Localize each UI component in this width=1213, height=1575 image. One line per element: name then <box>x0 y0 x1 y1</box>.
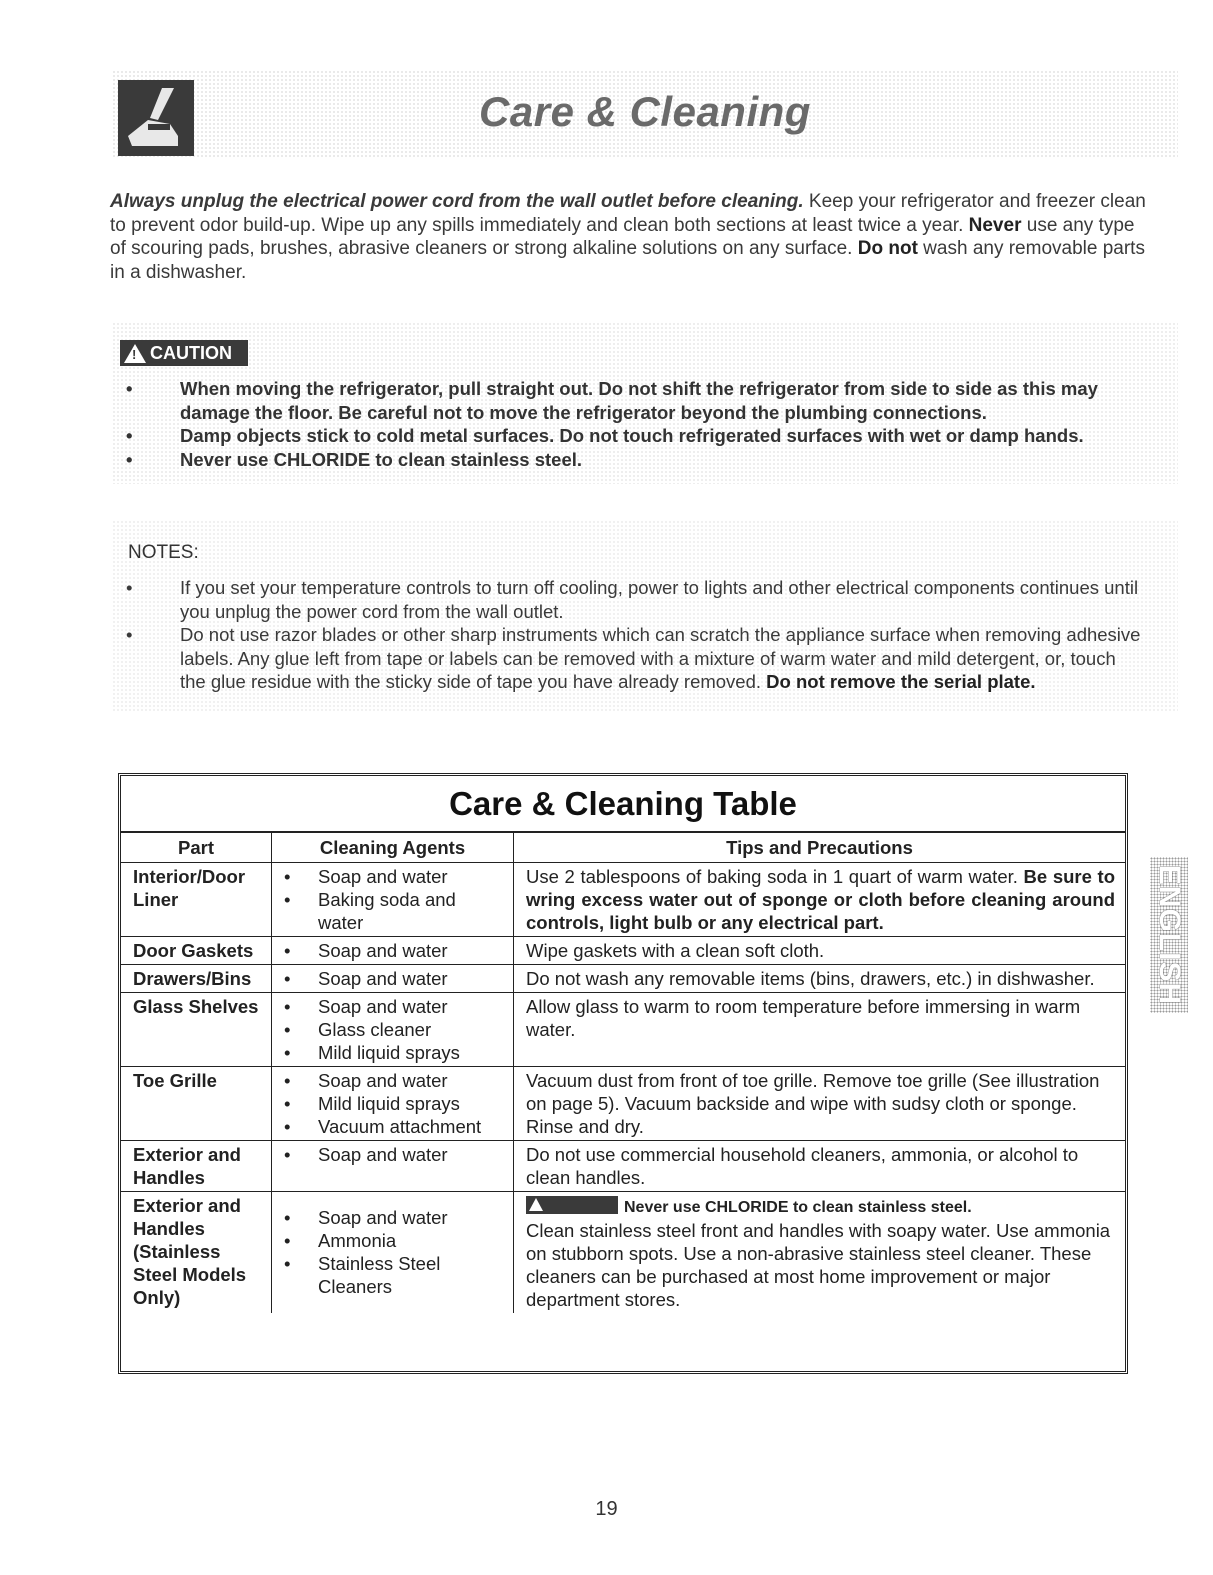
caution-list <box>112 377 1142 471</box>
column-header: Tips and Precautions <box>514 833 1126 863</box>
note-item-bold: Do not remove the serial plate. <box>766 671 1036 692</box>
part-cell: Exterior and Handles (Stainless Steel Models Only) <box>121 1192 272 1314</box>
header-band <box>112 70 1178 158</box>
table-row <box>121 863 1125 937</box>
caution-badge-icon <box>526 1196 618 1214</box>
part-cell: Exterior and Handles <box>121 1141 272 1192</box>
care-cleaning-table <box>118 773 1128 1374</box>
note-item-text: If you set your temperature controls to turn off cooling, power to lights and other electrical components continues until you unplug the power cord from the wall outlet. <box>180 577 1139 622</box>
agent-item: • Ammonia <box>284 1229 503 1252</box>
column-header: Cleaning Agents <box>272 833 514 863</box>
tip-text: Use 2 tablespoons of baking soda in 1 quart of warm water. <box>526 866 1024 887</box>
agent-item: • Mild liquid sprays <box>284 1041 503 1064</box>
table-row <box>121 1067 1125 1141</box>
agents-cell <box>272 1067 514 1141</box>
table-row <box>121 1141 1125 1192</box>
agent-item: • Soap and water <box>284 865 503 888</box>
caution-item-text: Damp objects stick to cold metal surfaces. Do not touch refrigerated surfaces with wet or damp hands. <box>180 425 1084 446</box>
tip-caution-text: Never use CHLORIDE to clean stainless steel. <box>624 1199 972 1216</box>
tip-caution-line <box>526 1194 1115 1219</box>
part-cell: Toe Grille <box>121 1067 272 1141</box>
tip-text: Clean stainless steel front and handles with soapy water. Use ammonia on stubborn spots. Use a non-abrasive stainless steel cleaner. These cleaners can be purchased at most home improvement or major department stores. <box>526 1220 1111 1310</box>
tip-cell: Allow glass to warm to room temperature before immersing in warm water. <box>514 993 1126 1067</box>
caution-item: • Never use CHLORIDE to clean stainless steel. <box>126 448 583 470</box>
intro-text: use any type of scouring pads, brushes, abrasive cleaners or strong alkaline solutions on any surface. <box>110 214 1135 259</box>
agents-cell <box>272 965 514 993</box>
intro-text: wash any removable parts in a dishwasher. <box>110 238 1145 283</box>
table-row <box>121 965 1125 993</box>
caution-box <box>112 322 1178 484</box>
table-row <box>121 1192 1125 1314</box>
notes-title: NOTES: <box>128 542 199 563</box>
table-row <box>121 993 1125 1067</box>
page-title: Care & Cleaning <box>479 88 811 135</box>
warning-triangle-icon <box>124 344 146 363</box>
part-cell: Interior/Door Liner <box>121 863 272 937</box>
agent-item: • Soap and water <box>284 995 503 1018</box>
intro-text: Keep your refrigerator and freezer clean to prevent odor build-up. Wipe up any spills immediately and clean both sections at least twice a year. <box>110 191 1146 236</box>
tip-bold: Be sure to wring excess water out of sponge or cloth before cleaning around controls, light bulb or any electrical part. <box>526 866 1116 933</box>
tip-cell <box>514 863 1126 937</box>
intro-paragraph <box>110 190 1150 284</box>
agents-cell <box>272 863 514 937</box>
tip-cell: Do not wash any removable items (bins, drawers, etc.) in dishwasher. <box>514 965 1126 993</box>
agent-item: • Mild liquid sprays <box>284 1092 503 1115</box>
notes-list <box>112 576 1142 694</box>
column-header: Part <box>121 833 272 863</box>
tip-cell: Wipe gaskets with a clean soft cloth. <box>514 937 1126 965</box>
page-number: 19 <box>595 1498 618 1520</box>
agent-item: • Glass cleaner <box>284 1018 503 1041</box>
caution-item: • When moving the refrigerator, pull straight out. Do not shift the refrigerator from side to side as this may damage the floor. Be careful not to move the refrigerator beyond the plumbing connections. <box>126 378 1098 423</box>
agent-item: • Soap and water <box>284 1206 503 1229</box>
caution-item-text: When moving the refrigerator, pull straight out. Do not shift the refrigerator from side to side as this may damage the floor. Be careful not to move the refrigerator beyond the plumbing connections. <box>180 378 1098 423</box>
agent-item: • Soap and water <box>284 1143 503 1166</box>
tip-cell: Vacuum dust from front of toe grille. Remove toe grille (See illustration on page 5). Vacuum backside and wipe with sudsy cloth or sponge. Rinse and dry. <box>514 1067 1126 1141</box>
caution-item-text: Never use CHLORIDE to clean stainless steel. <box>180 448 583 470</box>
agent-item: • Soap and water <box>284 967 503 990</box>
caution-label: CAUTION <box>150 342 232 363</box>
part-cell: Door Gaskets <box>121 937 272 965</box>
part-cell: Glass Shelves <box>121 993 272 1067</box>
agents-cell <box>272 993 514 1067</box>
agents-cell <box>272 1141 514 1192</box>
agent-item: • Soap and water <box>284 939 503 962</box>
table-header-row <box>121 833 1125 863</box>
intro-donot: Do not <box>857 238 918 259</box>
language-tab <box>1150 857 1188 1013</box>
note-item-text: Do not use razor blades or other sharp instruments which can scratch the appliance surface when removing adhesive labels. Any glue left from tape or labels can be removed with a mixture of warm water and mild detergent, or, touch the glue residue with the sticky side of tape you have already removed. <box>180 624 1141 692</box>
note-item: • Do not use razor blades or other sharp instruments which can scratch the appliance surface when removing adhesive labels. Any glue left from tape or labels can be removed with a mixture of warm water and mild detergent, or, touch the glue residue with the sticky side of tape you have already removed. Do not remove the serial plate. <box>126 624 1141 692</box>
tip-cell <box>514 1192 1126 1314</box>
agents-cell <box>272 937 514 965</box>
intro-never: Never <box>968 214 1022 236</box>
tip-cell: Do not use commercial household cleaners, ammonia, or alcohol to clean handles. <box>514 1141 1126 1192</box>
table-row <box>121 937 1125 965</box>
agent-item: • Stainless Steel Cleaners <box>284 1252 503 1298</box>
intro-lead: Always unplug the electrical power cord from the wall outlet before cleaning. <box>110 191 804 212</box>
agent-item: • Soap and water <box>284 1069 503 1092</box>
agent-item: • Vacuum attachment <box>284 1115 503 1138</box>
cleaning-table-grid <box>121 833 1125 1313</box>
notes-box <box>112 520 1178 712</box>
agents-cell <box>272 1192 514 1314</box>
language-tab-label: ENGLISH <box>1153 864 1186 1006</box>
note-item: • If you set your temperature controls to turn off cooling, power to lights and other electrical components continues until you unplug the power cord from the wall outlet. <box>126 577 1139 622</box>
part-cell: Drawers/Bins <box>121 965 272 993</box>
caution-badge <box>120 340 248 366</box>
caution-item: • Damp objects stick to cold metal surfaces. Do not touch refrigerated surfaces with wet or damp hands. <box>126 425 1084 446</box>
table-title: Care & Cleaning Table <box>121 776 1125 833</box>
agent-item: • Baking soda and water <box>284 888 503 934</box>
